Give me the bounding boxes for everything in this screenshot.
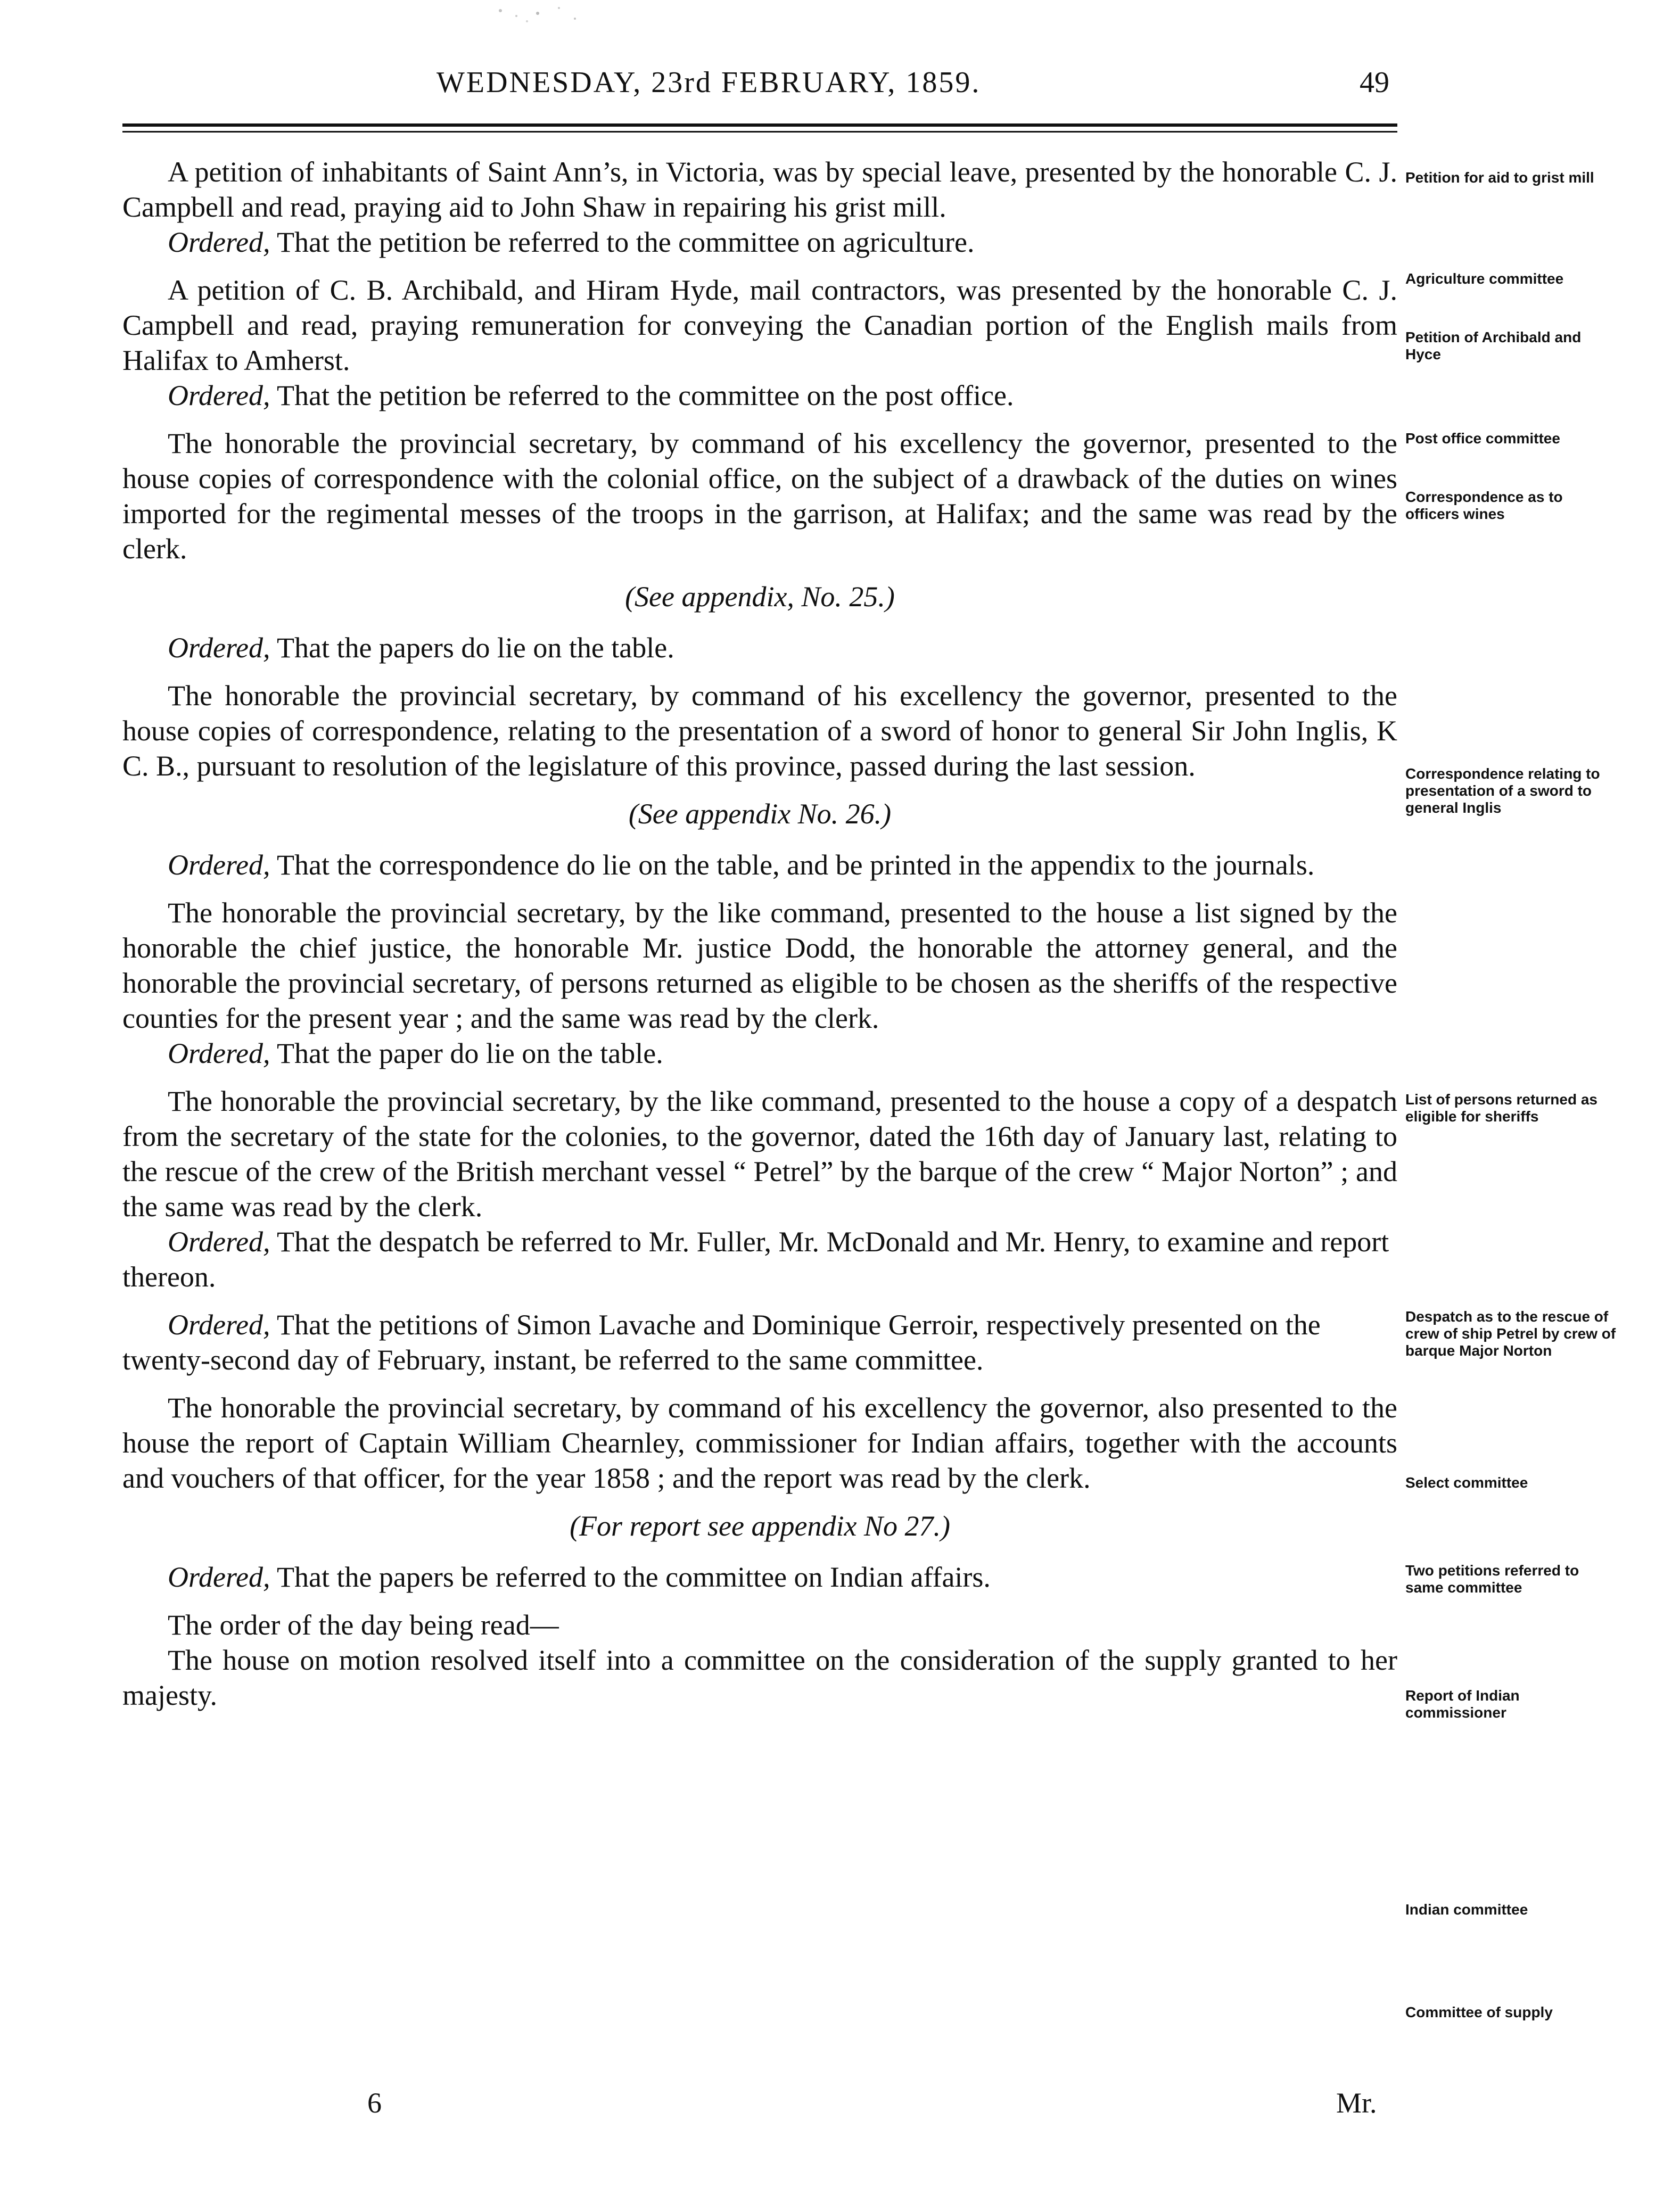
order-text: That the petitions of Simon Lavache and Dominique Gerroir, respectively presented on the twenty-second day of February, instant, be referred to the same committee. [122, 1309, 1321, 1376]
header-rule-thin [122, 131, 1397, 133]
margin-note: List of persons returned as eligible for sheriffs [1405, 1091, 1597, 1125]
paragraph-indian-report: The honorable the provincial secretary, by command of his excellency the governor, also presented to the house the report of Captain William Chearnley, commissioner for Indian affairs, together with the accounts and vouchers of that officer, for the year 1858 ; and the report was read by the clerk. [122, 1392, 1397, 1494]
margin-note: Correspondence relating to presentation of a sword to general Inglis [1405, 765, 1600, 816]
order-paper-lie [122, 1036, 1397, 1071]
ordered-label: Ordered, [168, 226, 270, 258]
ordered-label: Ordered, [168, 1561, 270, 1593]
page-header [122, 56, 1400, 114]
ink-smudge [479, 0, 607, 32]
order-two-petitions [122, 1307, 1397, 1377]
ordered-label: Ordered, [168, 849, 270, 881]
margin-note: Committee of supply [1405, 2004, 1553, 2020]
margin-note: Agriculture committee [1405, 270, 1564, 287]
journal-body [122, 154, 1397, 1726]
order-text: That the petition be referred to the committee on agriculture. [270, 226, 975, 258]
order-indian-committee [122, 1560, 1397, 1595]
ordered-label: Ordered, [168, 1037, 270, 1069]
catchword: Mr. [1336, 2087, 1377, 2119]
order-text: That the papers be referred to the committee on Indian affairs. [270, 1561, 991, 1593]
margin-note: Petition of Archibald and Hyce [1405, 329, 1582, 362]
order-text: That the paper do lie on the table. [270, 1037, 663, 1069]
page-number: 49 [1360, 66, 1389, 99]
order-text: That the correspondence do lie on the table, and be printed in the appendix to the journals. [270, 849, 1315, 881]
appendix-reference: (See appendix, No. 25.) [625, 581, 895, 613]
ordered-label: Ordered, [168, 1226, 270, 1258]
order-papers-lie [122, 630, 1397, 665]
margin-note: Despatch as to the rescue of crew of ship Petrel by crew of barque Major Norton [1405, 1308, 1616, 1359]
order-correspondence-printed [122, 847, 1397, 882]
header-rule-thick [122, 123, 1397, 127]
order-post-office [122, 378, 1397, 413]
ordered-label: Ordered, [168, 632, 270, 664]
signature-mark: 6 [367, 2087, 382, 2119]
ordered-label: Ordered, [168, 1309, 270, 1341]
paragraph-petition-archibald: A petition of C. B. Archibald, and Hiram Hyde, mail contractors, was presented by the honorable C. J. Campbell and read, praying remuneration for conveying the Canadian portion of the English mails from Halifax to Amherst. [122, 274, 1397, 376]
margin-note: Indian committee [1405, 1901, 1528, 1918]
ordered-label: Ordered, [168, 379, 270, 411]
appendix-reference: (For report see appendix No 27.) [570, 1510, 950, 1542]
margin-note: Two petitions referred to same committee [1405, 1562, 1579, 1596]
appendix-reference: (See appendix No. 26.) [628, 798, 892, 830]
order-text: That the papers do lie on the table. [270, 632, 674, 664]
paragraph-wines-correspondence: The honorable the provincial secretary, by command of his excellency the governor, presented to the house copies of correspondence with the colonial office, on the subject of a drawback of the duties on wines imported for the regimental messes of the troops in the garrison, at Halifax; and the same was read by the clerk. [122, 427, 1397, 565]
page-title: WEDNESDAY, 23rd FEBRUARY, 1859. [437, 66, 981, 99]
margin-note: Select committee [1405, 1474, 1528, 1491]
order-text: That the despatch be referred to Mr. Fuller, Mr. McDonald and Mr. Henry, to examine and report thereon. [122, 1226, 1389, 1293]
paragraph-petition-saint-anns: A petition of inhabitants of Saint Ann’s, in Victoria, was by special leave, presented by the honorable C. J. Campbell and read, praying aid to John Shaw in repairing his grist mill. [122, 156, 1397, 223]
paragraph-despatch-petrel: The honorable the provincial secretary, by the like command, presented to the house a copy of a despatch from the secretary of the state for the colonies, to the governor, dated the 16th day of January last, relating to the rescue of the crew of the British merchant vessel “ Petrel” by the barque of the crew “ Major Norton” ; and the same was read by the clerk. [122, 1085, 1397, 1223]
margin-note: Post office committee [1405, 430, 1560, 447]
order-select-committee [122, 1224, 1397, 1294]
order-text: That the petition be referred to the committee on the post office. [270, 379, 1014, 411]
paragraph-committee-of-supply: The house on motion resolved itself into a committee on the consideration of the supply granted to her majesty. [122, 1644, 1397, 1711]
paragraph-sheriffs-list: The honorable the provincial secretary, by the like command, presented to the house a list signed by the honorable the chief justice, the honorable Mr. justice Dodd, the honorable the attorney general, and the honorable the provincial secretary, of persons returned as eligible to be chosen as the sheriffs of the respective counties for the present year ; and the same was read by the clerk. [122, 897, 1397, 1034]
paragraph-sword-correspondence: The honorable the provincial secretary, by command of his excellency the governor, presented to the house copies of correspondence, relating to the presentation of a sword of honor to general Sir John Inglis, K C. B., pursuant to resolution of the legislature of this province, passed during the last session. [122, 680, 1397, 782]
margin-note: Report of Indian commissioner [1405, 1687, 1520, 1721]
paragraph-order-of-day: The order of the day being read— [168, 1609, 559, 1641]
margin-note: Petition for aid to grist mill [1405, 169, 1594, 186]
order-agriculture [122, 225, 1397, 260]
margin-note: Correspondence as to officers wines [1405, 489, 1563, 522]
